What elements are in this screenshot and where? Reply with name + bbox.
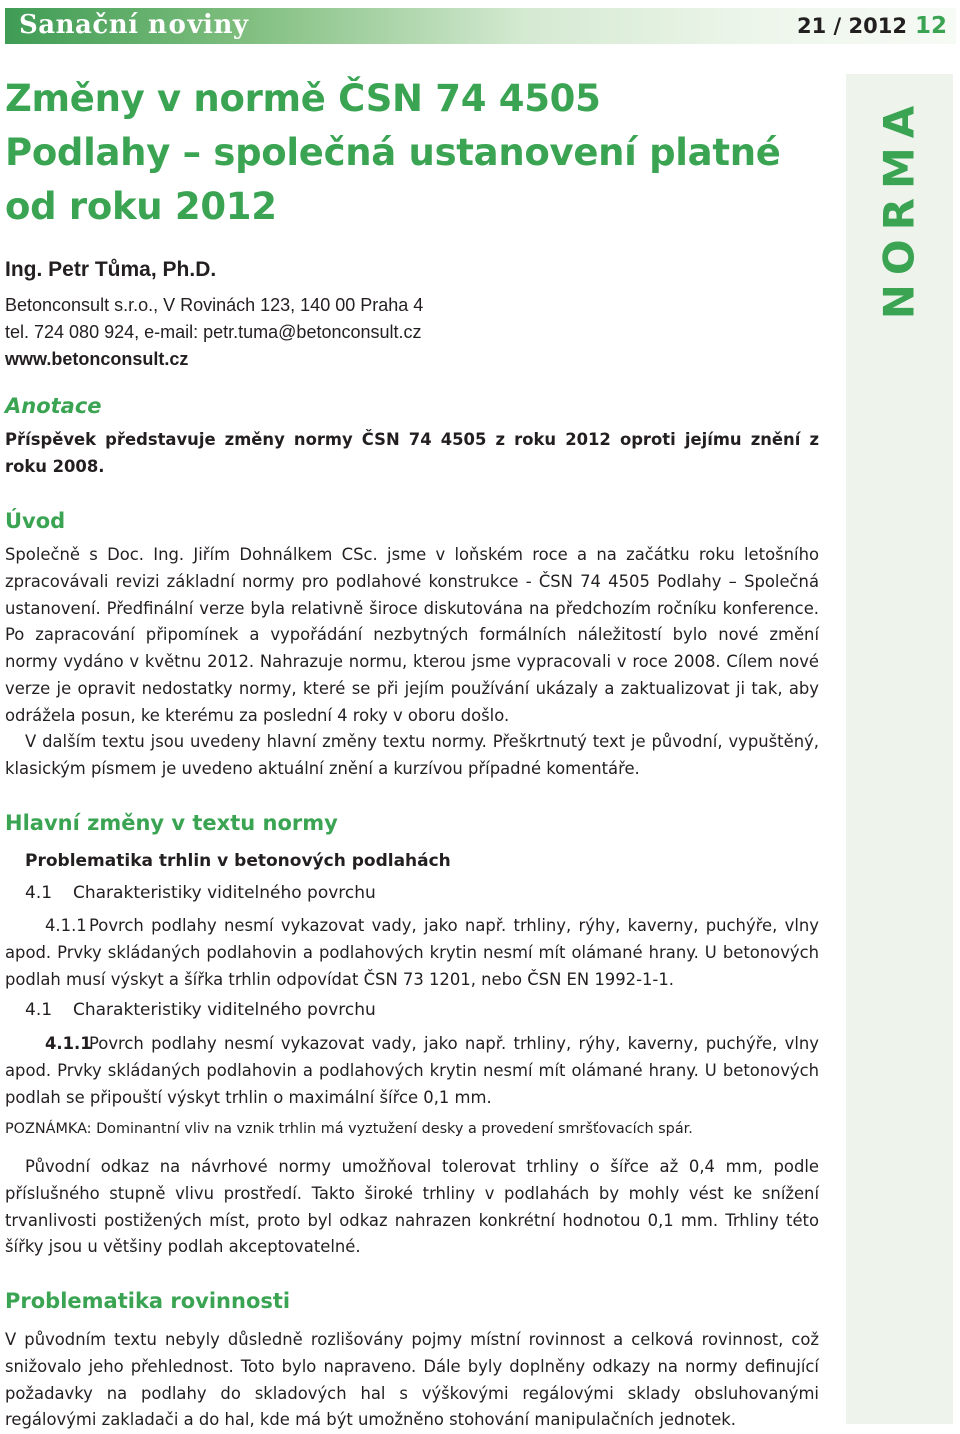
logo-text-end: viny bbox=[187, 10, 249, 40]
old-clause-text bbox=[5, 913, 819, 993]
section-label: NORMA bbox=[874, 96, 924, 320]
new-section-name: Charakteristiky viditelného povrchu bbox=[73, 1000, 376, 1020]
title-line: Změny v normě ČSN 74 4505 bbox=[5, 77, 601, 120]
old-clause-number: 4.1.1 bbox=[45, 916, 87, 935]
old-section-name: Charakteristiky viditelného povrchu bbox=[73, 883, 376, 903]
flatness-paragraph: V původním textu nebyly důsledně rozlišovány pojmy místní rovinnost a celková rovinnost, což snižovalo jeho přehlednost. Toto bylo napraveno. Dále byly doplněny odkazy na normy definující požadavky na podlahy do skladových hal s výškovými regálovými sklady obsluhovanými regálovými zakladači a do hal, kde má být umožněno stohování manipulačních jednotek. bbox=[5, 1330, 819, 1430]
abstract-heading: Anotace bbox=[5, 394, 102, 418]
affiliation-address: Betonconsult s.r.o., V Rovinách 123, 140 00 Praha 4 bbox=[5, 295, 424, 315]
intro-paragraph-method: V dalším textu jsou uvedeny hlavní změny textu normy. Přeškrtnutý text je původní, vypuštěný, klasickým písmem je uvedeno aktuální znění a kurzívou případné komentáře. bbox=[5, 732, 819, 778]
new-clause-number: 4.1.1 bbox=[45, 1034, 92, 1053]
new-section-title bbox=[25, 1000, 376, 1020]
intro-paragraph: Společně s Doc. Ing. Jiřím Dohnálkem CSc. jsme v loňském roce a na začátku roku letošního zpracovávali revizi základní normy pro podlahové konstrukce - ČSN 74 4505 Podlahy – Společná ustanovení. Předfinální verze byla relativně široce diskutována na předchozím ročníku konference. Po zapracování připomínek a vypořádání nezbytných formálních náležitostí bylo nové změní normy vydáno v květnu 2012. Nahrazuje normu, kterou jsme vypracovali v roce 2008. Cílem nové verze je opravit nedostatky normy, které se při jejím používání ukázaly a zaktualizovat ji tak, aby odrážela posun, ke kterému za poslední 4 roky v oboru došlo. bbox=[5, 545, 819, 725]
article-title bbox=[5, 72, 835, 234]
new-clause-body: Povrch podlahy nesmí vykazovat vady, jako např. trhliny, rýhy, kaverny, puchýře, vlny apod. Prvky skládaných podlahovin a podlahových krytin nesmí mít olámané hrany. U betonových podlah se připouští výskyt trhlin o maximální šířce 0,1 mm. bbox=[5, 1034, 819, 1107]
title-line: Podlahy – společná ustanovení platné bbox=[5, 131, 781, 174]
new-clause-text bbox=[5, 1031, 819, 1111]
issue-number: 21 / 2012 bbox=[797, 14, 907, 38]
abstract-text: Příspěvek představuje změny normy ČSN 74 4505 z roku 2012 oproti jejímu znění z roku 2008. bbox=[5, 430, 819, 476]
page-number: 12 bbox=[915, 13, 948, 39]
title-line: od roku 2012 bbox=[5, 185, 277, 228]
main-changes-heading: Hlavní změny v textu normy bbox=[5, 811, 338, 835]
magazine-logo bbox=[19, 10, 248, 40]
author-name: Ing. Petr Tůma, Ph.D. bbox=[5, 258, 217, 281]
logo-o-icon: o bbox=[168, 10, 187, 40]
cracks-commentary: Původní odkaz na návrhové normy umožňoval tolerovat trhliny o šířce až 0,4 mm, podle příslušného stupně vlivu prostředí. Takto široké trhliny v podlahách by mohly vést ke snížení trvanlivosti postižených míst, proto byl odkaz nahrazen konkrétní hodnotou 0,1 mm. Trhliny této šířky jsou u většiny podlah akceptovatelné. bbox=[5, 1157, 819, 1257]
flatness-heading: Problematika rovinnosti bbox=[5, 1289, 291, 1313]
new-section-number: 4.1 bbox=[25, 1000, 53, 1020]
old-clause-body: Povrch podlahy nesmí vykazovat vady, jako např. trhliny, rýhy, kaverny, puchýře, vlny apod. Prvky skládaných podlahovin a podlahových krytin nesmí mít olámané hrany. U betonových podlah musí výskyt a šířka trhlin odpovídat ČSN 73 1201, nebo ČSN EN 1992-1-1. bbox=[5, 916, 819, 989]
old-section-number: 4.1 bbox=[25, 883, 53, 903]
old-section-title bbox=[25, 883, 376, 903]
affiliation-website-link[interactable]: www.betonconsult.cz bbox=[5, 349, 189, 369]
author-affiliation bbox=[5, 292, 825, 373]
intro-heading: Úvod bbox=[5, 509, 66, 533]
cracks-subheading: Problematika trhlin v betonových podlahách bbox=[25, 851, 451, 871]
norm-note: POZNÁMKA: Dominantní vliv na vznik trhlin má vyztužení desky a provedení smršťovacích spár. bbox=[5, 1121, 693, 1137]
affiliation-contact: tel. 724 080 924, e-mail: petr.tuma@betonconsult.cz bbox=[5, 322, 422, 342]
logo-text-start: Sanační n bbox=[19, 10, 168, 40]
